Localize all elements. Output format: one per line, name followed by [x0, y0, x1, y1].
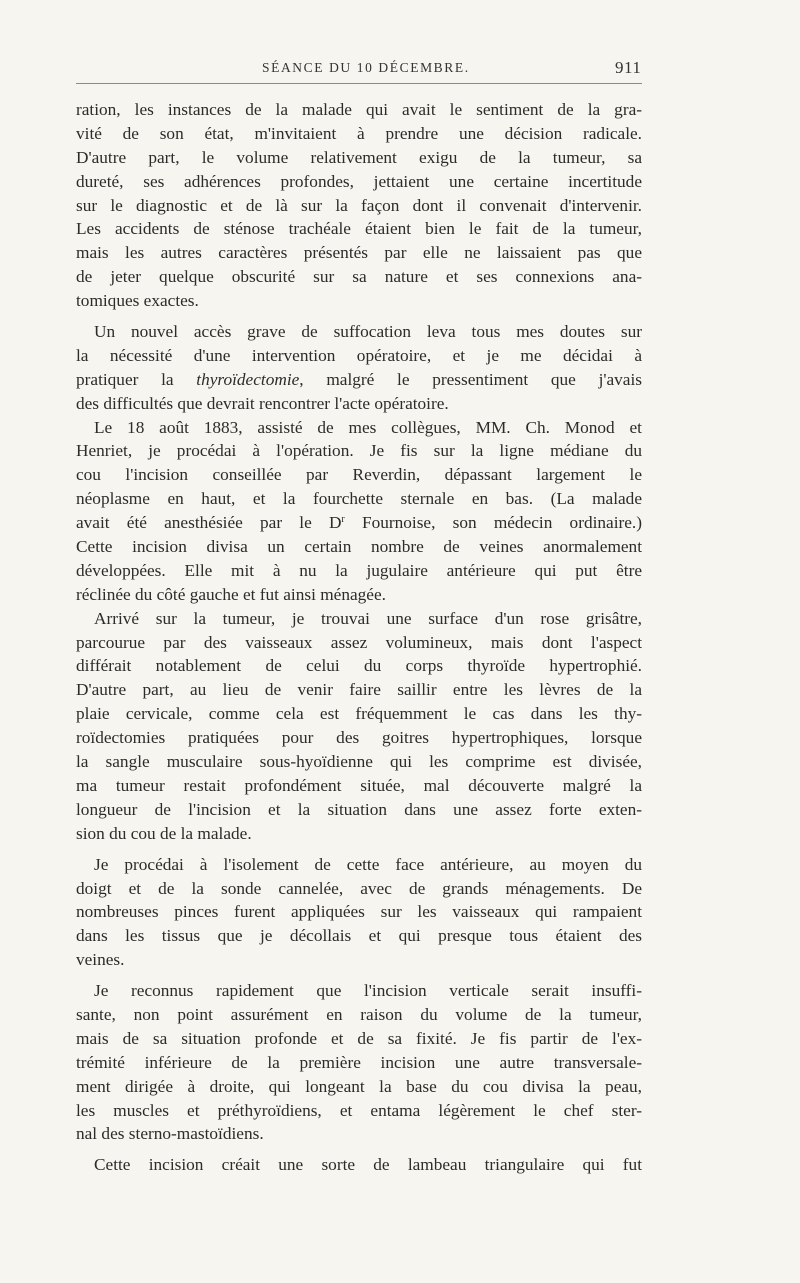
text-line: Henriet, je procédai à l'opération. Je fis sur la ligne médiane du	[76, 441, 642, 461]
superscript: r	[341, 514, 345, 526]
text-line: sur le diagnostic et de là sur la façon dont il convenait d'intervenir.	[76, 195, 642, 215]
text-line: de jeter quelque obscurité sur sa nature et ses connexions ana-	[76, 267, 642, 287]
text-line: réclinée du côté gauche et fut ainsi ménagée.	[76, 584, 386, 604]
text-run: , malgré le pressentiment que j'avais	[299, 369, 642, 389]
text-line: Cette incision divisa un certain nombre de veines anormalement	[76, 537, 642, 557]
header-rule	[76, 83, 642, 84]
text-line: sion du cou de la malade.	[76, 823, 252, 843]
text-line: parcourue par des vaisseaux assez volumineux, mais dont l'aspect	[76, 632, 642, 652]
text-line: mais les autres caractères présentés par elle ne laissaient pas que	[76, 243, 642, 263]
text-run: Fournoise, son médecin ordinaire.)	[344, 513, 642, 533]
text-line: Les accidents de sténose trachéale étaient bien le fait de la tumeur,	[76, 219, 642, 239]
text-line: Un nouvel accès grave de suffocation leva tous mes doutes sur	[94, 322, 642, 342]
text-line: doigt et de la sonde cannelée, avec de grands ménagements. De	[76, 878, 642, 898]
text-line: D'autre part, au lieu de venir faire saillir entre les lèvres de la	[76, 680, 642, 700]
text-run: pratiquer la	[76, 369, 197, 389]
text-line	[76, 511, 642, 535]
text-line	[76, 368, 642, 392]
text-line: cou l'incision conseillée par Reverdin, dépassant largement le	[76, 465, 642, 485]
text-line: plaie cervicale, comme cela est fréquemment le cas dans les thy-	[76, 704, 642, 724]
text-line: dureté, ses adhérences profondes, jettaient une certaine incertitude	[76, 171, 642, 191]
text-line: dans les tissus que je décollais et qui presque tous étaient des	[76, 926, 642, 946]
text-line: Le 18 août 1883, assisté de mes collègues, MM. Ch. Monod et	[94, 417, 642, 437]
text-line: Arrivé sur la tumeur, je trouvai une surface d'un rose grisâtre,	[94, 608, 642, 628]
text-line: les muscles et préthyroïdiens, et entama légèrement le chef ster-	[76, 1100, 642, 1120]
text-run: avait été anesthésiée par le D	[76, 513, 342, 533]
text-line: trémité inférieure de la première incision une autre transversale-	[76, 1052, 642, 1072]
text-line: Je procédai à l'isolement de cette face antérieure, au moyen du	[94, 854, 642, 874]
text-line: Je reconnus rapidement que l'incision verticale serait insuffi-	[94, 981, 642, 1001]
text-line: D'autre part, le volume relativement exigu de la tumeur, sa	[76, 147, 642, 167]
text-line: la sangle musculaire sous-hyoïdienne qui les comprime est divisée,	[76, 752, 642, 772]
running-title: SÉANCE DU 10 DÉCEMBRE.	[262, 60, 470, 75]
text-line: tomiques exactes.	[76, 291, 199, 311]
text-line: longueur de l'incision et la situation dans une assez forte exten-	[76, 799, 642, 819]
text-line: ma tumeur restait profondément située, mal découverte malgré la	[76, 775, 642, 795]
text-line: vité de son état, m'invitaient à prendre une décision radicale.	[76, 123, 642, 143]
text-line: néoplasme en haut, et la fourchette sternale en bas. (La malade	[76, 489, 642, 509]
page-number: 911	[615, 58, 642, 77]
text-line: nal des sterno-mastoïdiens.	[76, 1124, 264, 1144]
text-line: la nécessité d'une intervention opératoire, et je me décidai à	[76, 345, 642, 365]
emphasis-thyroidectomie: thyroïdectomie	[196, 369, 300, 389]
text-line: sante, non point assurément en raison du volume de la tumeur,	[76, 1004, 642, 1024]
text-line: différait notablement de celui du corps thyroïde hypertrophié.	[76, 656, 642, 676]
text-line: mais de sa situation profonde et de sa fixité. Je fis partir de l'ex-	[76, 1028, 642, 1048]
text-line: Cette incision créait une sorte de lambeau triangulaire qui fut	[94, 1155, 642, 1175]
text-line: roïdectomies pratiquées pour des goitres hypertrophiques, lorsque	[76, 728, 642, 748]
text-line: veines.	[76, 950, 125, 970]
text-line: ment dirigée à droite, qui longeant la base du cou divisa la peau,	[76, 1076, 642, 1096]
text-line: ration, les instances de la malade qui avait le sentiment de la gra-	[76, 100, 642, 119]
text-line: développées. Elle mit à nu la jugulaire antérieure qui put être	[76, 560, 642, 580]
text-line: nombreuses pinces furent appliquées sur les vaisseaux qui rampaient	[76, 902, 642, 922]
body-text	[76, 98, 642, 1177]
text-line: des difficultés que devrait rencontrer l'acte opératoire.	[76, 393, 449, 413]
